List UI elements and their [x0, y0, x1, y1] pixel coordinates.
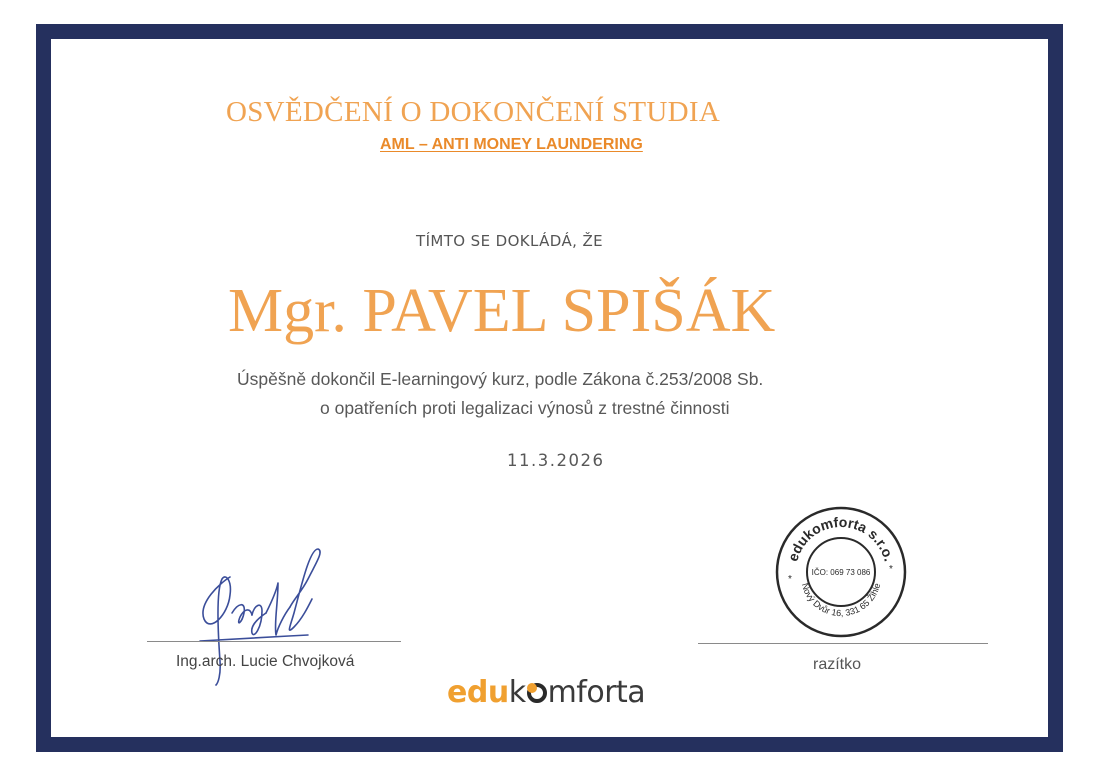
course-subtitle: AML – ANTI MONEY LAUNDERING	[380, 136, 643, 153]
signer-name: Ing.arch. Lucie Chvojková	[176, 653, 355, 670]
logo-rest-text: mforta	[547, 675, 646, 710]
logo-k-text: k	[508, 675, 526, 710]
signature-line	[147, 641, 401, 642]
logo-o-icon	[527, 683, 547, 703]
stamp-ico-text: IČO: 069 73 086	[811, 568, 871, 577]
stamp-line	[698, 643, 988, 644]
stamp-star-left-icon: *	[788, 574, 792, 585]
issue-date: 11.3.2026	[507, 451, 605, 470]
description-line-2: o opatřeních proti legalizaci výnosů z trestné činnosti	[320, 398, 730, 418]
stamp-address-text: Nový Dvůr 16, 331 65 Žihle	[799, 581, 883, 619]
certification-lead: TÍMTO SE DOKLÁDÁ, ŽE	[416, 232, 604, 250]
certificate-title: OSVĚDČENÍ O DOKONČENÍ STUDIA	[226, 96, 721, 128]
stamp-company-text: edukomforta s.r.o.	[784, 513, 898, 564]
recipient-name: Mgr. PAVEL SPIŠÁK	[228, 277, 776, 345]
edukomforta-logo	[447, 675, 645, 710]
company-stamp	[772, 503, 910, 641]
stamp-star-right-icon: *	[889, 564, 893, 575]
logo-edu-text: edu	[447, 675, 509, 710]
svg-text:Nový Dvůr 16, 331 65 Žihle	[800, 582, 882, 618]
stamp-label: razítko	[813, 656, 862, 673]
description-line-1: Úspěšně dokončil E-learningový kurz, podle Zákona č.253/2008 Sb.	[237, 369, 764, 389]
